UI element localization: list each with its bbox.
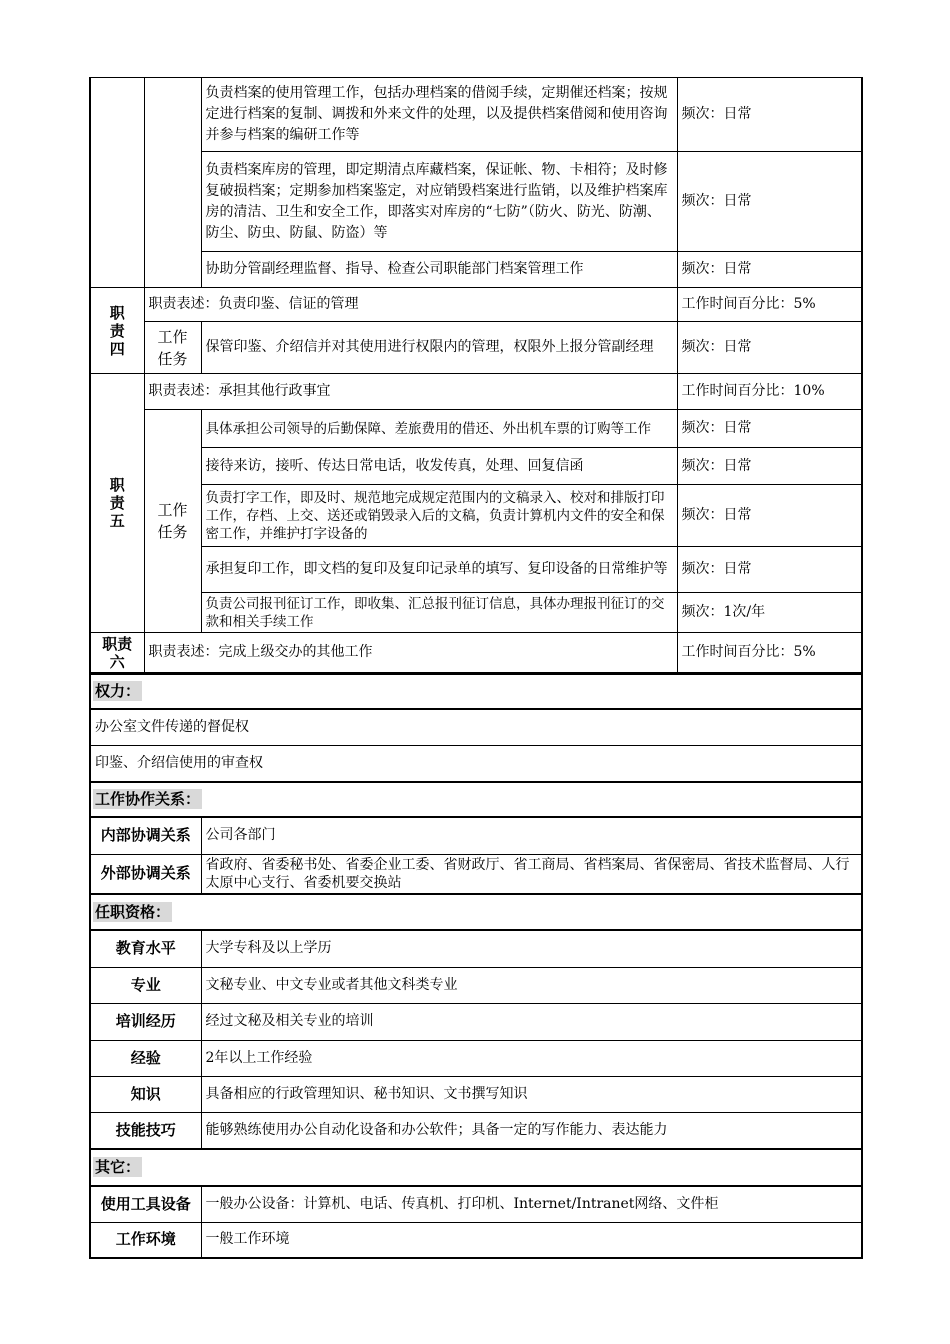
power-item	[90, 745, 862, 782]
task-text: 保管印鉴、介绍信并对其使用进行权限内的管理，权限外上报分管副经理	[201, 322, 677, 374]
info-table	[89, 673, 863, 1259]
other-value: 一般工作环境	[201, 1222, 862, 1258]
qualification-value: 文秘专业、中文专业或者其他文科类专业	[201, 967, 862, 1003]
task-text: 协助分管副经理监督、指导、检查公司职能部门档案管理工作	[201, 252, 677, 288]
qualification-row	[90, 1003, 862, 1040]
task-frequency: 频次：日常	[677, 322, 862, 374]
task-frequency: 频次：日常	[677, 547, 862, 593]
duty-cont-task-label-cell	[144, 78, 201, 288]
qualification-label: 经验	[90, 1040, 201, 1076]
duty-5-label: 职责五	[90, 374, 144, 633]
task-row	[90, 593, 862, 633]
duty-description-row	[90, 288, 862, 322]
qualification-label: 知识	[90, 1076, 201, 1112]
duty-time-percentage: 工作时间百分比：5%	[677, 633, 862, 673]
section-header-qualifications	[90, 894, 862, 930]
qualification-value: 具备相应的行政管理知识、秘书知识、文书撰写知识	[201, 1076, 862, 1112]
duty-description: 职责表述：负责印鉴、信证的管理	[144, 288, 677, 322]
qualification-value: 经过文秘及相关专业的培训	[201, 1003, 862, 1040]
qualification-label: 技能技巧	[90, 1112, 201, 1149]
relation-row	[90, 817, 862, 854]
section-title: 其它：	[90, 1149, 862, 1186]
relation-label: 外部协调关系	[90, 854, 201, 894]
qualification-row	[90, 1076, 862, 1112]
task-row	[90, 252, 862, 288]
task-text: 负责打字工作，即及时、规范地完成规定范围内的文稿录入、校对和排版打印工作，存档、上交、送还或销毁录入后的文稿，负责计算机内文件的安全和保密工作，并维护打字设备的	[201, 485, 677, 547]
task-row	[90, 410, 862, 448]
task-frequency: 频次：日常	[677, 152, 862, 252]
task-row	[90, 322, 862, 374]
qualification-label: 教育水平	[90, 930, 201, 967]
duty-cont-label-cell	[90, 78, 144, 288]
power-text: 印鉴、介绍信使用的审查权	[90, 745, 862, 782]
job-description-sheet	[89, 77, 861, 1259]
duty-description: 职责表述：完成上级交办的其他工作	[144, 633, 677, 673]
duty-description-row	[90, 633, 862, 673]
task-row	[90, 152, 862, 252]
qualification-row	[90, 967, 862, 1003]
duty-description-row	[90, 374, 862, 410]
task-frequency: 频次：日常	[677, 410, 862, 448]
duty-4-label: 职责四	[90, 288, 144, 374]
relation-row	[90, 854, 862, 894]
power-item	[90, 709, 862, 745]
other-label: 使用工具设备	[90, 1186, 201, 1222]
duty-time-percentage: 工作时间百分比：5%	[677, 288, 862, 322]
other-label: 工作环境	[90, 1222, 201, 1258]
section-header-power	[90, 674, 862, 709]
relation-value: 公司各部门	[201, 817, 862, 854]
task-group-label: 工作任务	[144, 410, 201, 633]
section-title: 权力：	[90, 674, 862, 709]
section-title: 任职资格：	[90, 894, 862, 930]
duty-description: 职责表述：承担其他行政事宜	[144, 374, 677, 410]
qualification-label: 专业	[90, 967, 201, 1003]
relation-value: 省政府、省委秘书处、省委企业工委、省财政厅、省工商局、省档案局、省保密局、省技术监督局、人行太原中心支行、省委机要交换站	[201, 854, 862, 894]
task-frequency: 频次：1次/年	[677, 593, 862, 633]
qualification-value: 大学专科及以上学历	[201, 930, 862, 967]
task-row	[90, 547, 862, 593]
duties-table	[89, 77, 863, 673]
qualification-value: 能够熟练使用办公自动化设备和办公软件；具备一定的写作能力、表达能力	[201, 1112, 862, 1149]
task-row	[90, 448, 862, 485]
task-frequency: 频次：日常	[677, 448, 862, 485]
qualification-row	[90, 1112, 862, 1149]
other-row	[90, 1222, 862, 1258]
qualification-label: 培训经历	[90, 1003, 201, 1040]
other-value: 一般办公设备：计算机、电话、传真机、打印机、Internet/Intranet网络、文件柜	[201, 1186, 862, 1222]
section-header-other	[90, 1149, 862, 1186]
qualification-row	[90, 1040, 862, 1076]
task-text: 负责公司报刊征订工作，即收集、汇总报刊征订信息，具体办理报刊征订的交款和相关手续工作	[201, 593, 677, 633]
task-text: 承担复印工作，即文档的复印及复印记录单的填写、复印设备的日常维护等	[201, 547, 677, 593]
task-text: 接待来访，接听、传达日常电话，收发传真，处理、回复信函	[201, 448, 677, 485]
task-frequency: 频次：日常	[677, 78, 862, 152]
task-frequency: 频次：日常	[677, 485, 862, 547]
duty-time-percentage: 工作时间百分比：10%	[677, 374, 862, 410]
other-row	[90, 1186, 862, 1222]
relation-label: 内部协调关系	[90, 817, 201, 854]
task-row	[90, 485, 862, 547]
task-text: 具体承担公司领导的后勤保障、差旅费用的借还、外出机车票的订购等工作	[201, 410, 677, 448]
duty-6-label: 职责六	[90, 633, 144, 673]
task-row	[90, 78, 862, 152]
section-header-relations	[90, 782, 862, 817]
task-group-label: 工作任务	[144, 322, 201, 374]
task-text: 负责档案的使用管理工作，包括办理档案的借阅手续，定期催还档案；按规定进行档案的复制、调拨和外来文件的处理，以及提供档案借阅和使用咨询并参与档案的编研工作等	[201, 78, 677, 152]
task-text: 负责档案库房的管理，即定期清点库藏档案，保证帐、物、卡相符；及时修复破损档案；定期参加档案鉴定，对应销毁档案进行监销，以及维护档案库房的清洁、卫生和安全工作，即落实对库房的“七防”（防火、防光、防潮、防尘、防虫、防鼠、防盗）等	[201, 152, 677, 252]
task-frequency: 频次：日常	[677, 252, 862, 288]
qualification-row	[90, 930, 862, 967]
qualification-value: 2年以上工作经验	[201, 1040, 862, 1076]
power-text: 办公室文件传递的督促权	[90, 709, 862, 745]
section-title: 工作协作关系：	[90, 782, 862, 817]
